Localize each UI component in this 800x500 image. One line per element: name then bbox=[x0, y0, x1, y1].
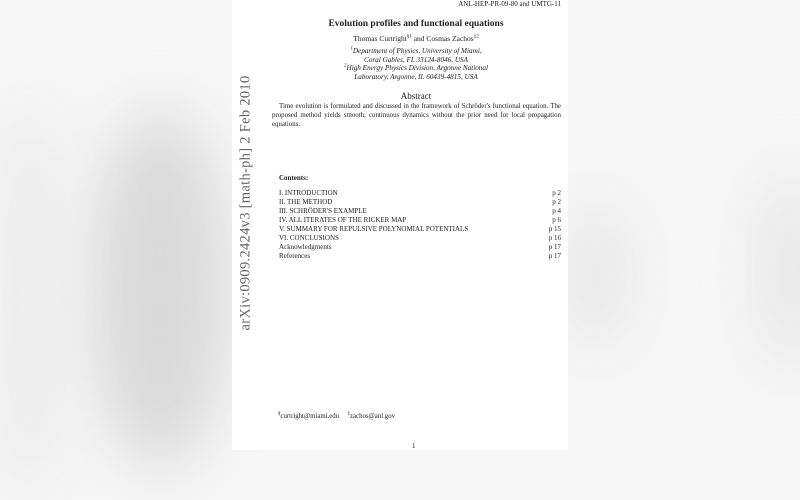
background-blur bbox=[760, 170, 800, 370]
affiliation-line bbox=[350, 47, 481, 56]
toc-page: p 2 bbox=[552, 198, 561, 206]
affil-text: High Energy Physics Division, Argonne National bbox=[346, 64, 488, 73]
toc-entry[interactable] bbox=[279, 198, 561, 207]
page-number: 1 bbox=[412, 442, 416, 450]
author-1-mark: §1 bbox=[406, 34, 412, 40]
footnotes bbox=[278, 412, 395, 421]
author-2: Cosmas Zachos bbox=[426, 34, 474, 43]
author-1: Thomas Curtright bbox=[353, 34, 407, 43]
footnote-email-1[interactable]: curtright@miami.edu bbox=[280, 413, 340, 420]
paper-title: Evolution profiles and functional equations bbox=[328, 19, 504, 29]
affiliation-line: Laboratory, Argonne, IL 60439-4815, USA bbox=[354, 73, 478, 82]
toc-entry[interactable] bbox=[279, 207, 561, 216]
affil-text: Department of Physics, University of Miami, bbox=[352, 47, 482, 55]
toc-label: References bbox=[279, 252, 311, 260]
toc-entry[interactable] bbox=[279, 225, 561, 234]
toc-page: p 16 bbox=[548, 234, 561, 242]
contents-heading: Contents: bbox=[279, 174, 309, 182]
toc-label: II. THE METHOD bbox=[279, 198, 333, 206]
and-text: and bbox=[411, 34, 427, 43]
toc-page: p 15 bbox=[548, 225, 561, 233]
toc-page: p 17 bbox=[548, 252, 561, 260]
footnote-mark: § bbox=[278, 411, 281, 417]
toc-label: V. SUMMARY FOR REPULSIVE POLYNOMIAL POTENTIALS bbox=[279, 225, 469, 233]
toc-page: p 2 bbox=[552, 189, 561, 197]
affil-mark: 2 bbox=[344, 64, 347, 69]
footnote-email-2[interactable]: zachos@anl.gov bbox=[350, 413, 395, 420]
toc-page: p 17 bbox=[548, 243, 561, 251]
affiliation-line: Coral Gables, FL 33124-8046, USA bbox=[363, 55, 469, 64]
footnote-mark: ‡ bbox=[347, 411, 351, 417]
toc-label: IV. ALL ITERATES OF THE RICKER MAP bbox=[279, 216, 407, 224]
background-blur bbox=[560, 200, 630, 350]
toc-page: p 6 bbox=[552, 216, 561, 224]
author-2-mark: ‡2 bbox=[473, 34, 479, 40]
toc-entry[interactable] bbox=[279, 234, 561, 243]
abstract-text: Time evolution is formulated and discussed in the framework of Schröder's functional equation. The proposed method yields smooth, continuous dynamics without the prior need for local propagation equations. bbox=[272, 103, 561, 129]
background-blur bbox=[0, 100, 60, 500]
table-of-contents bbox=[279, 189, 561, 261]
authors bbox=[353, 35, 478, 44]
toc-entry[interactable] bbox=[279, 189, 561, 198]
report-number: ANL-HEP-PR-09-80 and UMTG-11 bbox=[458, 0, 561, 8]
toc-label: VI. CONCLUSIONS bbox=[279, 234, 339, 242]
toc-entry[interactable] bbox=[279, 252, 561, 261]
toc-label: I. INTRODUCTION bbox=[279, 189, 338, 197]
arxiv-stamp: arXiv:0909.2424v3 [math-ph] 2 Feb 2010 bbox=[237, 75, 254, 331]
toc-page: p 4 bbox=[552, 207, 561, 215]
toc-entry[interactable] bbox=[279, 243, 561, 252]
background-blur bbox=[90, 110, 230, 470]
affil-mark: 1 bbox=[350, 46, 353, 52]
abstract-heading: Abstract bbox=[400, 91, 432, 101]
affiliation-line bbox=[344, 64, 488, 73]
toc-label: III. SCHRÖDER'S EXAMPLE bbox=[279, 207, 367, 215]
toc-entry[interactable] bbox=[279, 216, 561, 225]
toc-label: Acknowledgments bbox=[279, 243, 332, 251]
